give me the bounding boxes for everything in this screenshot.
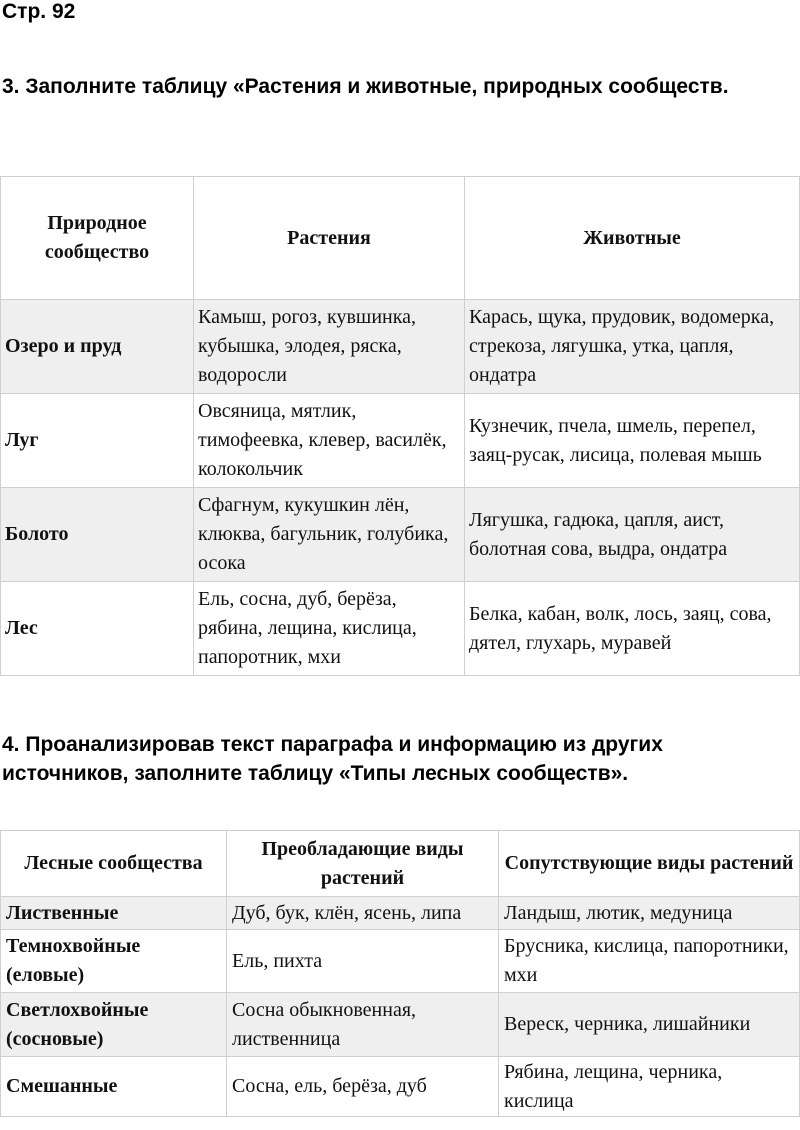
plants-cell: Камыш, рогоз, кувшинка, кубышка, элодея, ряска, водоросли — [194, 300, 465, 394]
header-accompanying: Сопутствующие виды растений — [499, 831, 800, 897]
plants-cell: Ель, сосна, дуб, берёза, рябина, лещина, кислица, папоротник, мхи — [194, 582, 465, 676]
dominant-cell: Дуб, бук, клён, ясень, липа — [227, 897, 499, 930]
header-dominant: Преобладающие виды растений — [227, 831, 499, 897]
table-row — [1, 488, 800, 582]
animals-cell: Лягушка, гадюка, цапля, аист, болотная сова, выдра, ондатра — [465, 488, 800, 582]
header-community: Природное сообщество — [1, 177, 194, 300]
task-4-title: 4. Проанализировав текст параграфа и информацию из других источников, заполните таблицу «Типы лесных сообществ». — [2, 733, 663, 785]
header-forest-type: Лесные сообщества — [1, 831, 227, 897]
dominant-cell: Сосна обыкновенная, лиственница — [227, 993, 499, 1057]
table-row — [1, 582, 800, 676]
table-header-row — [1, 831, 800, 897]
accompanying-cell: Ландыш, лютик, медуница — [499, 897, 800, 930]
plants-cell: Овсяница, мятлик, тимофеевка, клевер, василёк, колокольчик — [194, 394, 465, 488]
table-row — [1, 1057, 800, 1117]
communities-table — [0, 176, 800, 676]
header-plants: Растения — [194, 177, 465, 300]
forest-type-cell: Темнохвойные (еловые) — [1, 930, 227, 993]
table-row — [1, 300, 800, 394]
forest-types-table — [0, 830, 800, 1117]
header-animals: Животные — [465, 177, 800, 300]
dominant-cell: Ель, пихта — [227, 930, 499, 993]
forest-type-cell: Светлохвойные (сосновые) — [1, 993, 227, 1057]
dominant-cell: Сосна, ель, берёза, дуб — [227, 1057, 499, 1117]
animals-cell: Белка, кабан, волк, лось, заяц, сова, дятел, глухарь, муравей — [465, 582, 800, 676]
community-cell: Болото — [1, 488, 194, 582]
forest-type-cell: Лиственные — [1, 897, 227, 930]
accompanying-cell: Вереск, черника, лишайники — [499, 993, 800, 1057]
table-header-row — [1, 177, 800, 300]
animals-cell: Карась, щука, прудовик, водомерка, стрекоза, лягушка, утка, цапля, ондатра — [465, 300, 800, 394]
table-row — [1, 993, 800, 1057]
accompanying-cell: Брусника, кислица, папоротники, мхи — [499, 930, 800, 993]
accompanying-cell: Рябина, лещина, черника, кислица — [499, 1057, 800, 1117]
page-label: Стр. 92 — [2, 0, 76, 23]
community-cell: Луг — [1, 394, 194, 488]
table-row — [1, 394, 800, 488]
community-cell: Озеро и пруд — [1, 300, 194, 394]
animals-cell: Кузнечик, пчела, шмель, перепел, заяц-русак, лисица, полевая мышь — [465, 394, 800, 488]
table-row — [1, 897, 800, 930]
forest-type-cell: Смешанные — [1, 1057, 227, 1117]
plants-cell: Сфагнум, кукушкин лён, клюква, багульник, голубика, осока — [194, 488, 465, 582]
community-cell: Лес — [1, 582, 194, 676]
table-row — [1, 930, 800, 993]
task-3-title: 3. Заполните таблицу «Растения и животные, природных сообществ. — [2, 75, 729, 98]
